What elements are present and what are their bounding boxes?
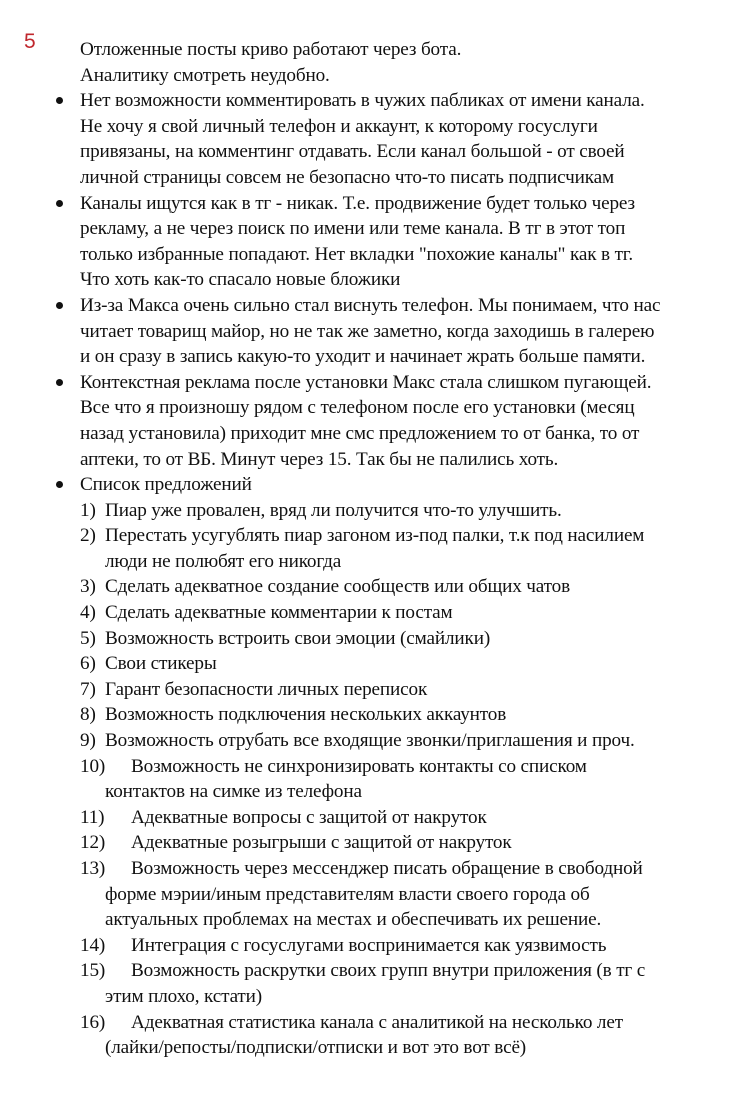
proposal-number: 8): [80, 704, 96, 726]
bullet-line: Что хоть как-то спасало новые бложики: [80, 269, 401, 291]
proposal-line: Свои стикеры: [105, 653, 217, 675]
bullet-item: [0, 293, 753, 370]
proposal-number: 15): [80, 960, 106, 982]
proposal-number: 7): [80, 678, 96, 700]
bullet-line: Нет возможности комментировать в чужих пабликах от имени канала.: [80, 90, 645, 112]
bullet-line: и он сразу в запись какую-то уходит и начинает жрать больше памяти.: [80, 346, 646, 368]
proposal-item: [0, 805, 753, 831]
proposal-line: Возможность подключения нескольких аккаунтов: [105, 704, 507, 726]
bullet-icon: [56, 302, 63, 309]
proposal-line: этим плохо, кстати): [105, 985, 263, 1007]
bullet-line: Контекстная реклама после установки Макс стала слишком пугающей.: [80, 371, 652, 393]
proposal-line: Адекватные розыгрыши с защитой от накруток: [131, 832, 512, 854]
proposal-item: [0, 523, 753, 574]
intro-line: Аналитику смотреть неудобно.: [80, 64, 330, 86]
proposal-item: [0, 958, 753, 1009]
proposal-line: Возможность раскрутки своих групп внутри приложения (в тг с: [131, 960, 646, 982]
proposal-item: [0, 1010, 753, 1061]
bullet-line: личной страницы совсем не безопасно что-то писать подписчикам: [80, 166, 615, 188]
page-number: 5: [24, 30, 36, 53]
bullet-line: привязаны, на комментинг отдавать. Если канал большой - от своей: [80, 141, 625, 163]
bullet-item-proposals: [0, 472, 753, 498]
proposal-item: [0, 600, 753, 626]
bullet-line: Не хочу я свой личный телефон и аккаунт, к которому госуслуги: [80, 115, 598, 137]
proposal-item: [0, 728, 753, 754]
proposal-number: 2): [80, 525, 96, 547]
proposal-line: Возможность встроить свои эмоции (смайлики): [105, 627, 491, 649]
proposal-number: 11): [80, 806, 105, 828]
proposal-item: [0, 856, 753, 933]
proposal-line: Сделать адекватное создание сообществ или общих чатов: [105, 576, 571, 598]
bullet-line: Из-за Макса очень сильно стал виснуть телефон. Мы понимаем, что нас: [80, 294, 661, 316]
bullet-line: Список предложений: [80, 474, 252, 496]
proposal-item: [0, 702, 753, 728]
bullet-line: рекламу, а не через поиск по имени или теме канала. В тг в этот топ: [80, 218, 626, 240]
proposal-line: Интеграция с госуслугами воспринимается как уязвимость: [131, 934, 607, 956]
proposal-line: Возможность не синхронизировать контакты со списком: [131, 755, 587, 777]
proposal-line: контактов на симке из телефона: [105, 781, 362, 803]
proposal-item: [0, 498, 753, 524]
proposal-item: [0, 754, 753, 805]
document-body: [0, 37, 753, 1061]
proposal-number: 5): [80, 627, 96, 649]
proposal-number: 3): [80, 576, 96, 598]
proposal-item: [0, 651, 753, 677]
bullet-icon: [56, 97, 63, 104]
proposal-line: (лайки/репосты/подписки/отписки и вот это вот всё): [105, 1037, 527, 1059]
proposal-line: Пиар уже провален, вряд ли получится что-то улучшить.: [105, 499, 562, 521]
bullet-item: [0, 191, 753, 293]
proposal-number: 4): [80, 602, 96, 624]
proposal-line: актуальных проблемах на местах и обеспечивать их решение.: [105, 909, 602, 931]
bullet-line: читает товарищ майор, но не так же заметно, когда заходишь в галерею: [80, 320, 655, 342]
proposal-item: [0, 626, 753, 652]
proposal-item: [0, 830, 753, 856]
proposal-number: 1): [80, 499, 96, 521]
proposal-line: Возможность через мессенджер писать обращение в свободной: [131, 858, 643, 879]
proposal-line: люди не полюбят его никогда: [105, 550, 342, 572]
proposal-number: 14): [80, 934, 106, 956]
proposal-number: 16): [80, 1011, 106, 1033]
bullet-icon: [56, 481, 63, 488]
proposal-item: [0, 933, 753, 959]
bullet-line: аптеки, то от ВБ. Минут через 15. Так бы не палились хоть.: [80, 448, 559, 470]
proposal-line: Адекватные вопросы с защитой от накруток: [131, 806, 487, 828]
intro-line: Отложенные посты криво работают через бота.: [80, 39, 462, 60]
bullet-icon: [56, 200, 63, 207]
proposal-item: [0, 677, 753, 703]
proposal-line: форме мэрии/иным представителям власти своего города об: [105, 883, 590, 905]
bullet-item: [0, 88, 753, 190]
proposal-item: [0, 574, 753, 600]
bullet-line: Все что я произношу рядом с телефоном после его установки (месяц: [80, 397, 635, 419]
proposal-line: Возможность отрубать все входящие звонки/приглашения и проч.: [105, 730, 635, 752]
bullet-line: только избранные попадают. Нет вкладки "похожие каналы" как в тг.: [80, 243, 634, 265]
bullet-icon: [56, 379, 63, 386]
bullet-item: [0, 370, 753, 472]
bullet-line: Каналы ищутся как в тг - никак. Т.е. продвижение будет только через: [80, 192, 635, 214]
proposal-number: 10): [80, 755, 106, 777]
proposal-line: Сделать адекватные комментарии к постам: [105, 602, 453, 624]
proposal-number: 13): [80, 858, 106, 879]
proposal-number: 9): [80, 730, 96, 752]
proposal-number: 6): [80, 653, 96, 675]
bullet-line: назад установила) приходит мне смс предложением то от банка, то от: [80, 422, 640, 444]
proposal-line: Перестать усугублять пиар загоном из-под палки, т.к под насилием: [105, 525, 645, 547]
proposal-line: Гарант безопасности личных переписок: [105, 678, 428, 700]
proposal-line: Адекватная статистика канала с аналитикой на несколько лет: [131, 1011, 623, 1033]
proposal-number: 12): [80, 832, 106, 854]
